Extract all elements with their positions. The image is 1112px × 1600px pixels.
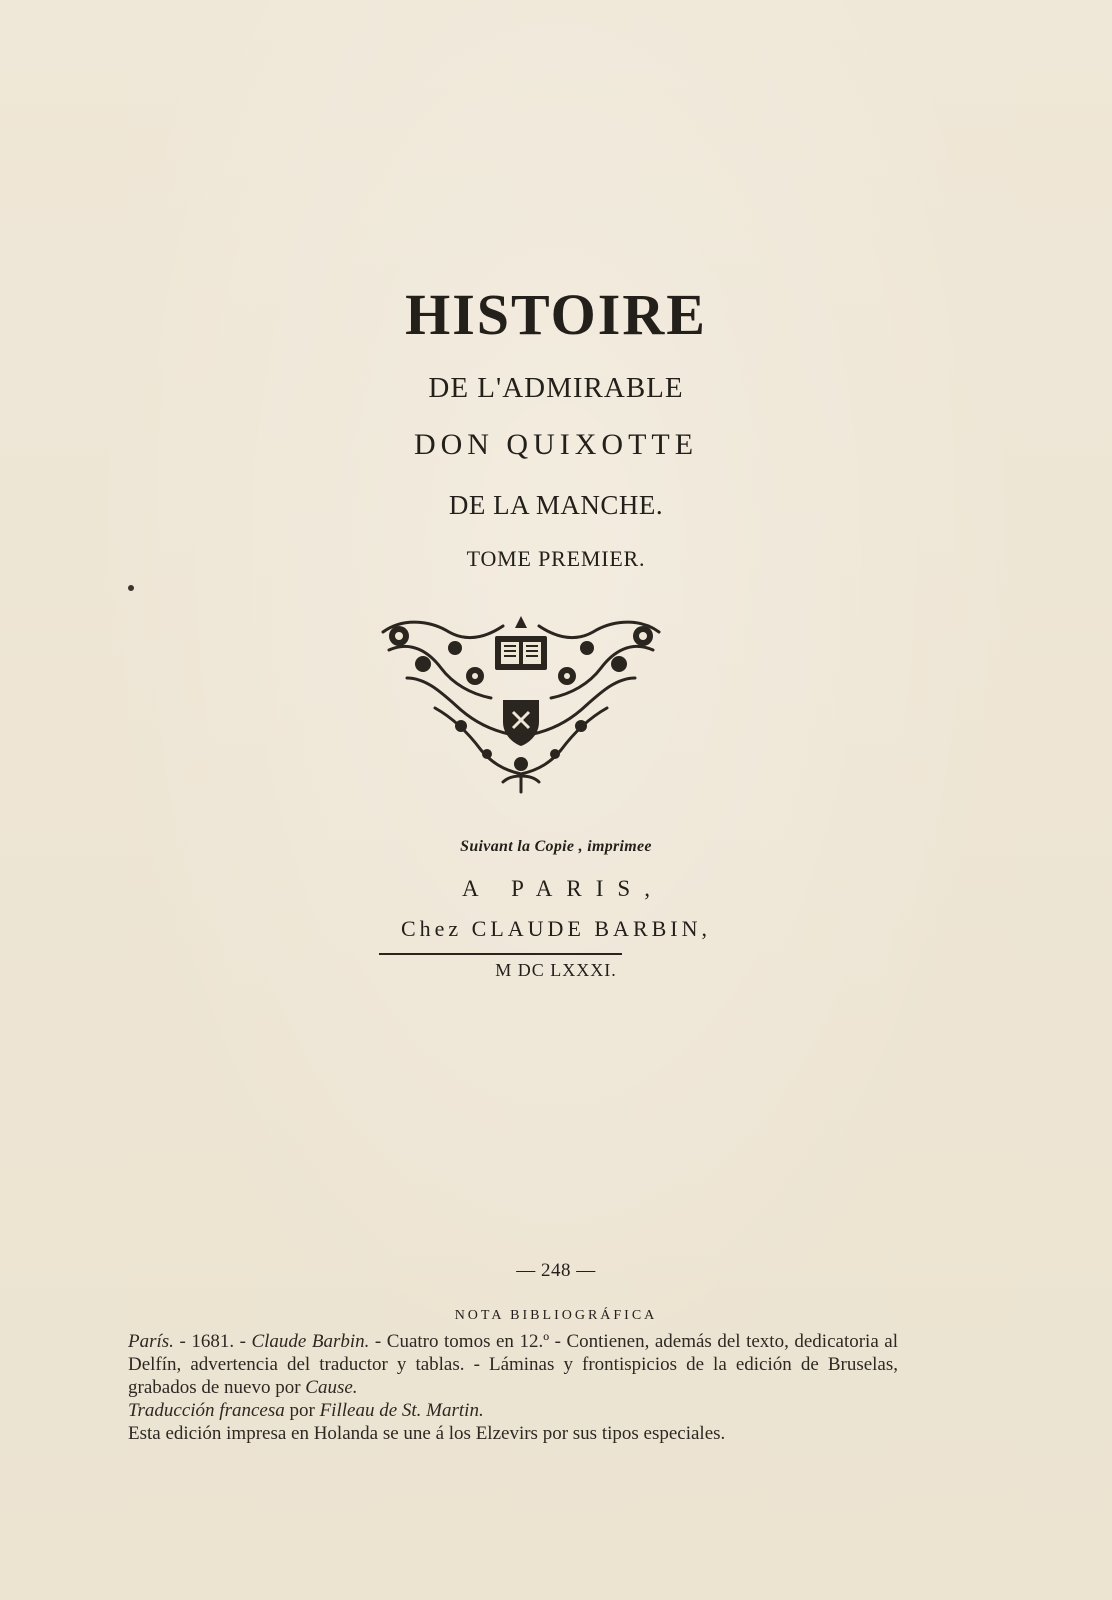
nota-place: París. <box>128 1331 174 1352</box>
page-number: — 248 — <box>516 1260 596 1281</box>
nota-body <box>128 1330 898 1445</box>
book-title: HISTOIRE <box>405 282 707 347</box>
imprint-copy-note: Suivant la Copie , imprimee <box>460 838 652 855</box>
nota-publisher: Claude Barbin. <box>251 1331 370 1352</box>
title-line-1: DE L'ADMIRABLE <box>428 372 684 404</box>
ink-speck <box>128 585 134 591</box>
imprint-city: A PARIS, <box>462 876 664 901</box>
nota-engraver: Cause. <box>305 1377 358 1398</box>
nota-description: - Cuatro tomos en 12.º - Contienen, además del texto, dedicatoria al Delfín, advertencia del traductor y tablas. - Láminas y frontispicios de la edición de Bruselas, grabados de nuevo por <box>128 1331 898 1398</box>
nota-paragraph <box>128 1330 898 1445</box>
nota-heading: NOTA BIBLIOGRÁFICA <box>454 1308 658 1323</box>
volume-label: TOME PREMIER. <box>466 546 646 571</box>
title-line-3: DE LA MANCHE. <box>448 490 664 520</box>
title-line-2: DON QUIXOTTE <box>413 428 699 461</box>
imprint-rule <box>379 953 622 955</box>
nota-separator-1: - 1681. - <box>173 1331 252 1352</box>
imprint-publisher: Chez CLAUDE BARBIN, <box>400 916 712 941</box>
nota-translation-label: Traducción francesa <box>128 1400 285 1421</box>
nota-translation-by: por <box>284 1400 320 1421</box>
imprint-year: M DC LXXXI. <box>495 960 617 980</box>
nota-closing: Esta edición impresa en Holanda se une á los Elzevirs por sus tipos especiales. <box>128 1423 726 1444</box>
nota-translator: Filleau de St. Martin. <box>319 1400 484 1421</box>
ornament-vignette-icon <box>377 614 665 794</box>
